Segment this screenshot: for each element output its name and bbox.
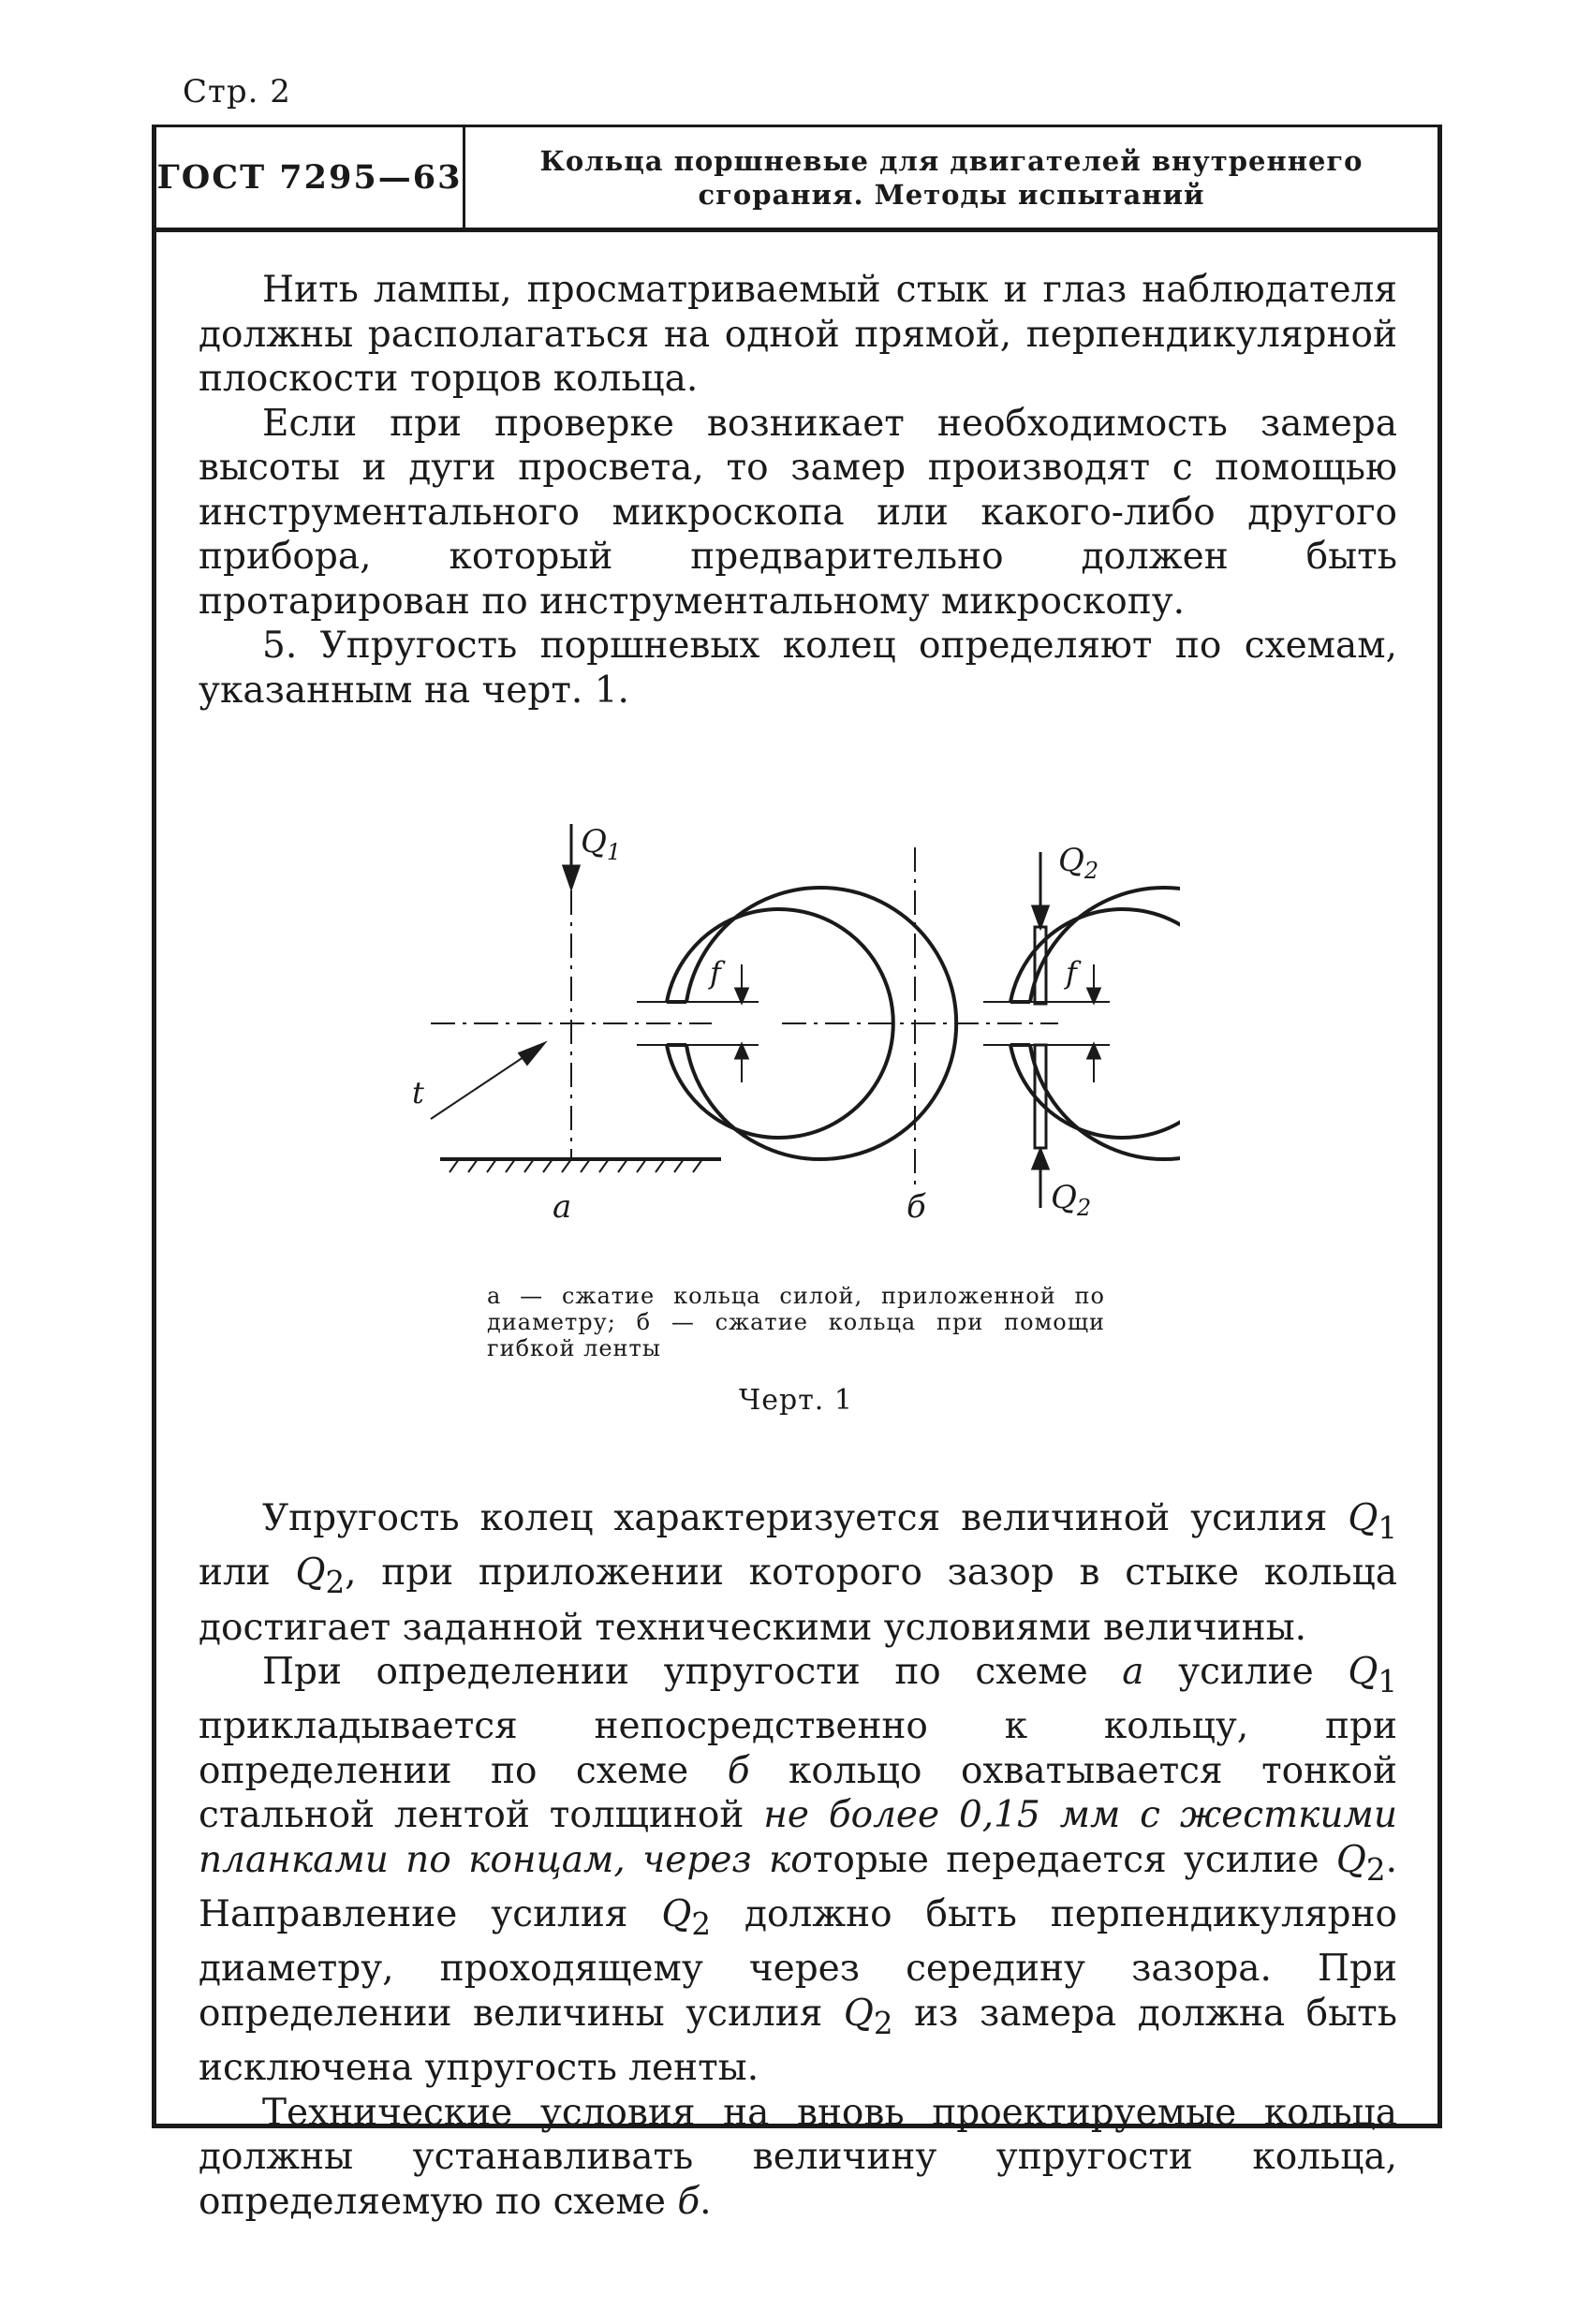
- ground-support: [440, 1159, 721, 1172]
- gap-dimension-b: [1088, 964, 1099, 1082]
- figure-title: Черт. 1: [739, 1384, 853, 1417]
- gap-dimension-a: [736, 964, 747, 1082]
- paragraph-technical-conditions: Технические условия на вновь проектируемые кольца должны устанавливать величину упругости кольца, определяемую по схеме б.: [199, 2091, 1397, 2223]
- paragraph-lamp-filament: Нить лампы, просматриваемый стык и глаз наблюдателя должны располагаться на одной прямой, перпендикулярной плоскости торцов кольца.: [199, 269, 1397, 400]
- paragraph-scheme-application: При определении упругости по схеме а усилие $Q_1$ прикладывается непосредственно к кольцу, при определении по схеме б кольцо охватывается тонкой стальной лентой толщиной не более 0,15 мм с жесткими планками по концам, через которые передается усилие $Q_2$. Направление усилия $Q_2$ должно быть перпендикулярно диаметру, проходящему через середину зазора. При определении величины усилия $Q_2$ из замера должна быть исключена упругость ленты.: [199, 1651, 1397, 2090]
- force-q1-arrow: [564, 824, 579, 888]
- header-row: [156, 127, 1437, 232]
- document-title-line-1: Кольца поршневые для двигателей внутреннего: [539, 144, 1364, 177]
- label-scheme-b: б: [907, 1188, 926, 1226]
- label-q1: $Q_1$: [581, 823, 622, 865]
- ring-scheme-a: [431, 847, 956, 1161]
- paragraph-elasticity-schemes: 5. Упругость поршневых колец определяют по схемам, указанным на черт. 1.: [199, 625, 1397, 712]
- document-title: [465, 127, 1437, 228]
- gost-code: ГОСТ 7295—63: [156, 127, 465, 228]
- paragraph-elasticity-definition: Упругость колец характеризуется величиной усилия $Q_1$ или $Q_2$, при приложении которого зазор в стыке кольца достигает заданной техническими условиями величины.: [199, 1497, 1397, 1649]
- page-number: Стр. 2: [183, 73, 291, 110]
- figure-caption: а — сжатие кольца силой, приложенной по диаметру; б — сжатие кольца при помощи гибкой ленты: [487, 1283, 1105, 1361]
- label-f-a: f: [710, 955, 721, 991]
- figure-ring-compression: [412, 815, 1180, 1245]
- ring-scheme-b: [782, 847, 1180, 1189]
- body-text-top: [199, 268, 1397, 713]
- body-text-bottom: [199, 1496, 1397, 2224]
- label-t: t: [412, 1075, 424, 1111]
- label-f-b: f: [1066, 955, 1077, 991]
- label-q2-bottom: $Q_2$: [1051, 1179, 1092, 1221]
- force-q2-arrows: [1033, 852, 1048, 1208]
- label-scheme-a: а: [553, 1188, 572, 1226]
- document-title-line-2: сгорания. Методы испытаний: [698, 178, 1205, 211]
- paragraph-measurement: Если при проверке возникает необходимость замера высоты и дуги просвета, то замер производят с помощью инструментального микроскопа или какого-либо другого прибора, который предварительно должен быть протарирован по инструментальному микроскопу.: [199, 402, 1397, 623]
- thickness-dimension: [431, 1044, 543, 1119]
- label-q2-top: $Q_2$: [1058, 842, 1099, 884]
